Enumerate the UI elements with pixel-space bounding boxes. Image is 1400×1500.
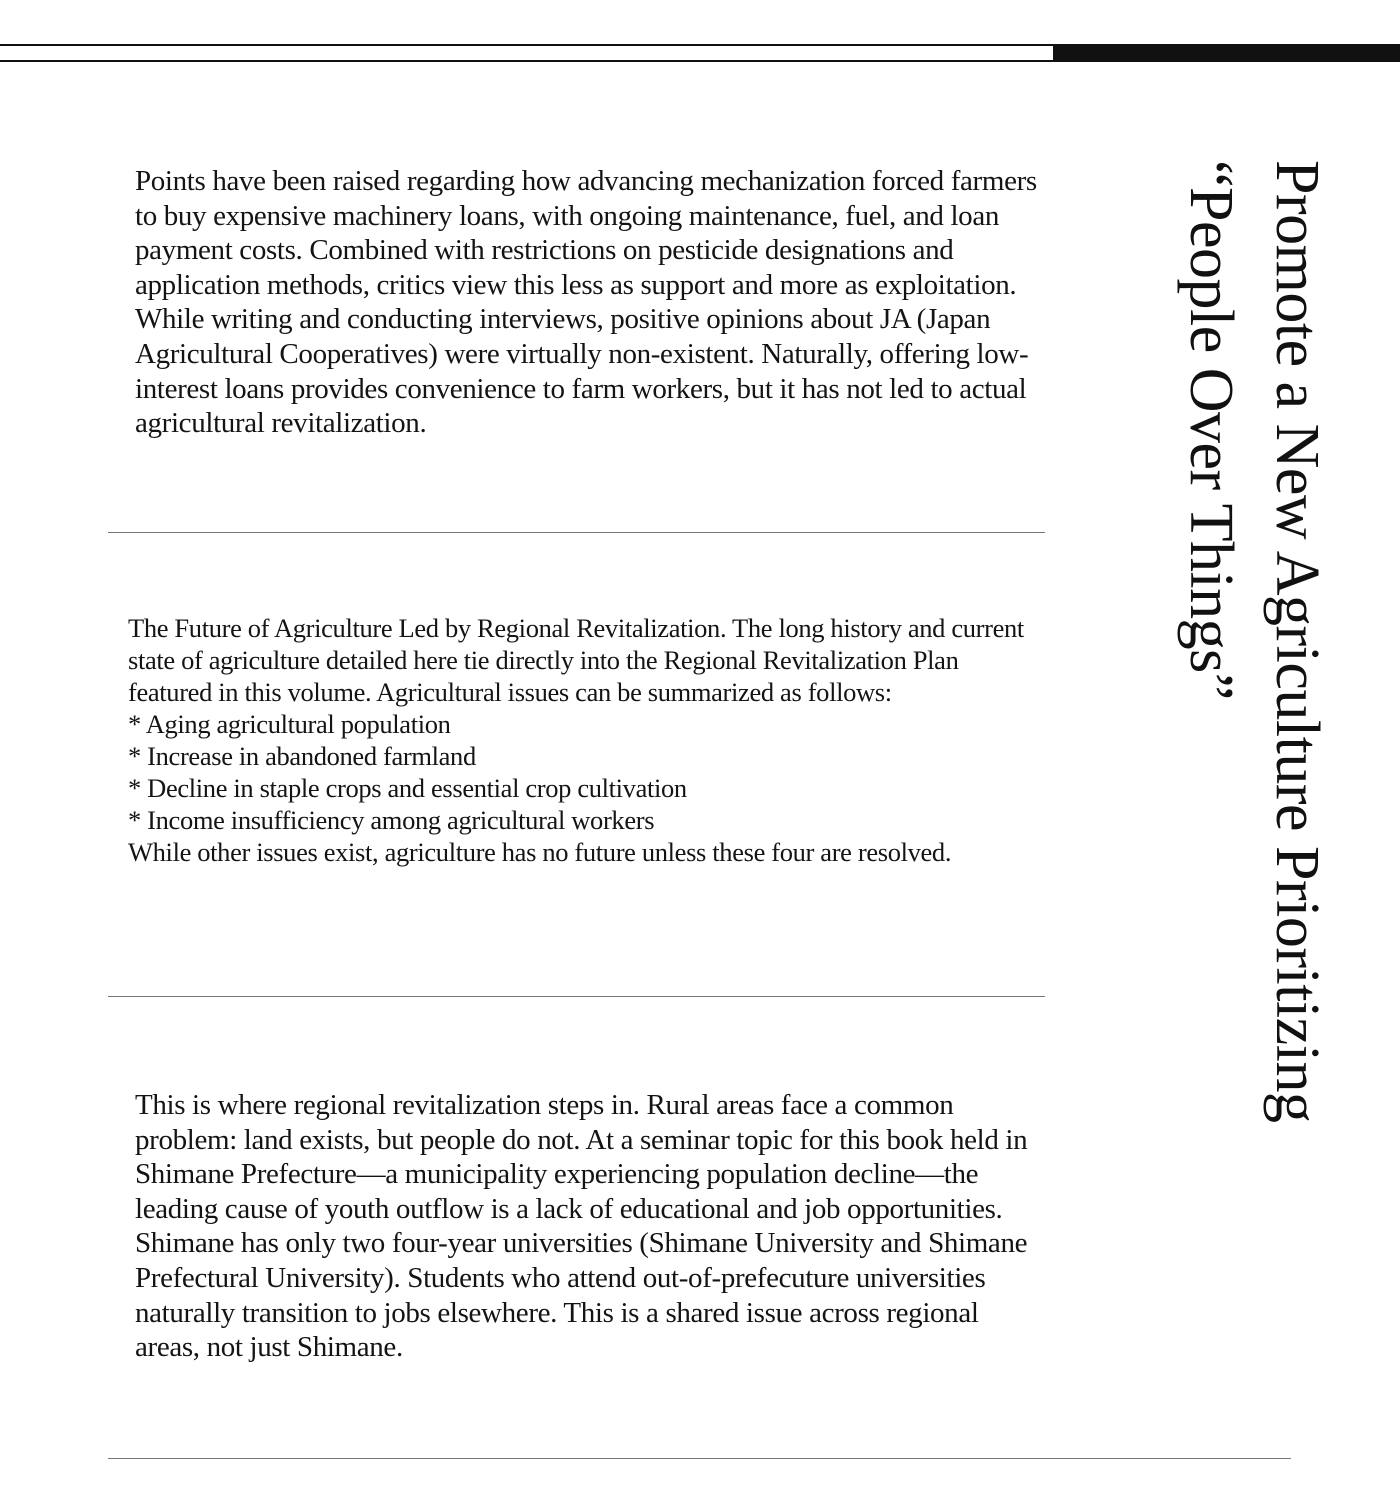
section-future-of-agriculture: [128, 612, 1048, 868]
top-rule-thick: [1053, 46, 1400, 62]
list-item: * Decline in staple crops and essential crop cultivation: [128, 773, 687, 803]
paragraph-closing: While other issues exist, agriculture has no future unless these four are resolved.: [128, 837, 952, 867]
list-item: * Aging agricultural population: [128, 709, 451, 739]
top-rule-second: [0, 60, 1055, 62]
title-line-1: Promote a New Agriculture Prioritizing: [1263, 160, 1331, 1123]
section-divider: [108, 532, 1045, 533]
list-item: * Income insufficiency among agricultural workers: [128, 805, 655, 835]
list-item: * Increase in abandoned farmland: [128, 741, 476, 771]
title-line-2: “People Over Things”: [1177, 160, 1245, 700]
paragraph-intro: The Future of Agriculture Led by Regional Revitalization. The long history and current state of agriculture detailed here tie directly into the Regional Revitalization Plan featured in this volume. Agricultural issues can be summarized as follows:: [128, 613, 1024, 707]
paragraph-mechanization: Points have been raised regarding how advancing mechanization forced farmers to buy expensive machinery loans, with ongoing maintenance, fuel, and loan payment costs. Combined with restrictions on pesticide designations and application methods, critics view this less as support and more as exploitation. While writing and conducting interviews, positive opinions about JA (Japan Agricultural Cooperatives) were virtually non-existent. Naturally, offering low-interest loans provides convenience to farm workers, but it has not led to actual agricultural revitalization.: [135, 165, 1037, 440]
section-divider: [108, 996, 1045, 997]
paragraph-regional-revitalization: This is where regional revitalization steps in. Rural areas face a common problem: land exists, but people do not. At a seminar topic for this book held in Shimane Prefecture—a municipality experiencing population decline—the leading cause of youth outflow is a lack of educational and job opportunities. Shimane has only two four-year universities (Shimane University and Shimane Prefectural University). Students who attend out-of-prefecuture universities naturally transition to jobs elsewhere. This is a shared issue across regional areas, not just Shimane.: [135, 1089, 1028, 1364]
section-divider-bottom: [108, 1458, 1291, 1459]
page-title: [1150, 160, 1340, 1390]
